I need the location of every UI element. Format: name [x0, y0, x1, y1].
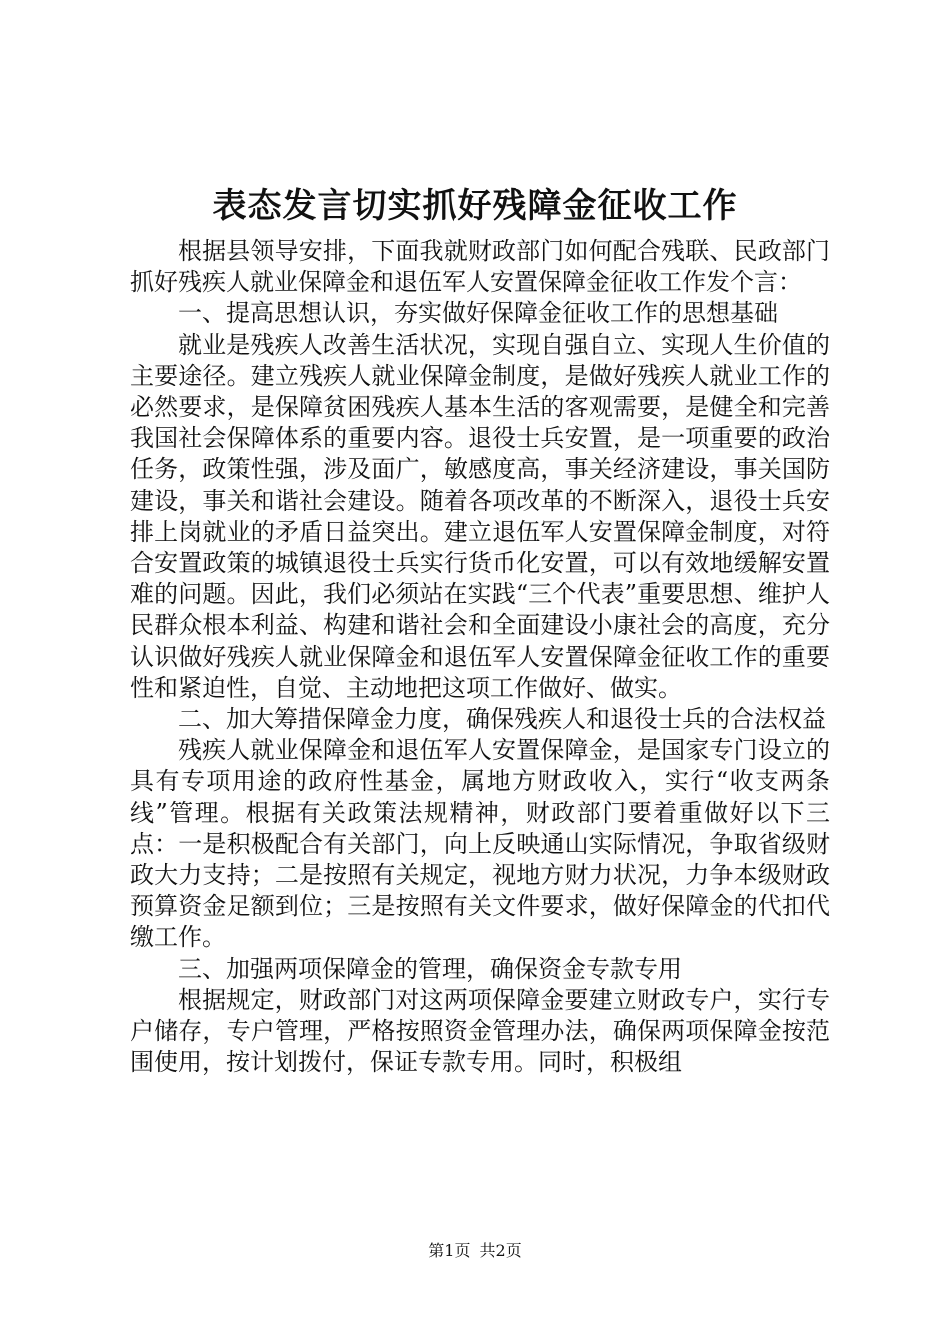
- page-total: 共2页: [479, 1241, 522, 1260]
- document-body: [130, 236, 830, 1078]
- page-footer: [0, 1240, 950, 1262]
- page-number: 第1页: [428, 1241, 471, 1260]
- document-title: 表态发言切实抓好残障金征收工作: [212, 186, 738, 226]
- section-heading-2: 二、加大筹措保障金力度，确保残疾人和退役士兵的合法权益: [178, 705, 826, 734]
- paragraph-section-3: 根据规定，财政部门对这两项保障金要建立财政专户，实行专户储存，专户管理，严格按照资金管理办法，确保两项保障金按范围使用，按计划拨付，保证专款专用。同时，积极组: [130, 985, 830, 1077]
- paragraph-intro: 根据县领导安排，下面我就财政部门如何配合残联、民政部门抓好残疾人就业保障金和退伍军人安置保障金征收工作发个言：: [130, 237, 830, 297]
- section-heading-3: 三、加强两项保障金的管理，确保资金专款专用: [178, 954, 682, 983]
- section-heading-1: 一、提高思想认识，夯实做好保障金征收工作的思想基础: [178, 299, 778, 328]
- paragraph-section-1: 就业是残疾人改善生活状况，实现自强自立、实现人生价值的主要途径。建立残疾人就业保障金制度，是做好残疾人就业工作的必然要求，是保障贫困残疾人基本生活的客观需要，是健全和完善我国社会保障体系的重要内容。退役士兵安置，是一项重要的政治任务，政策性强，涉及面广，敏感度高，事关经济建设，事关国防建设，事关和谐社会建设。随着各项改革的不断深入，退役士兵安排上岗就业的矛盾日益突出。建立退伍军人安置保障金制度，对符合安置政策的城镇退役士兵实行货币化安置，可以有效地缓解安置难的问题。因此，我们必须站在实践“三个代表”重要思想、维护人民群众根本利益、构建和谐社会和全面建设小康社会的高度，充分认识做好残疾人就业保障金和退伍军人安置保障金征收工作的重要性和紧迫性，自觉、主动地把这项工作做好、做实。: [130, 330, 830, 702]
- paragraph-section-2: 残疾人就业保障金和退伍军人安置保障金，是国家专门设立的具有专项用途的政府性基金，属地方财政收入，实行“收支两条线”管理。根据有关政策法规精神，财政部门要着重做好以下三点：一是积极配合有关部门，向上反映通山实际情况，争取省级财政大力支持；二是按照有关规定，视地方财力状况，力争本级财政预算资金足额到位；三是按照有关文件要求，做好保障金的代扣代缴工作。: [130, 736, 830, 952]
